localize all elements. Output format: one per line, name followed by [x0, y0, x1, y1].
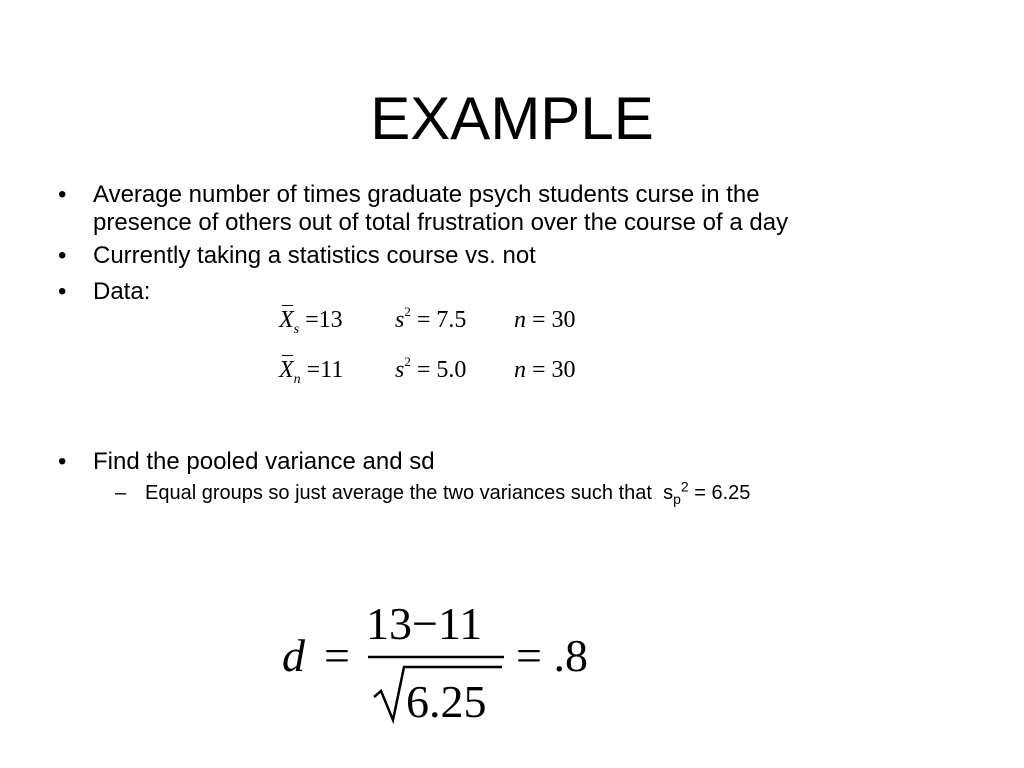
pooled-variance-symbol: s	[663, 482, 674, 504]
n-value: = 30	[532, 307, 576, 333]
formula-numerator: 13−11	[366, 598, 483, 649]
formula-result: = .8	[516, 630, 588, 681]
data-row-statistics	[279, 357, 344, 387]
mean-value: =13	[305, 307, 343, 333]
data-row-statistics	[279, 307, 343, 337]
bullet-marker: •	[58, 448, 67, 475]
bullet-marker: •	[58, 242, 67, 269]
mean-subscript: n	[293, 372, 301, 387]
bullet-text: Find the pooled variance and sd	[93, 448, 435, 475]
data-row-variance	[395, 304, 467, 334]
cohens-d-formula	[280, 595, 620, 730]
data-row-sample-size	[514, 307, 576, 334]
mean-symbol: X	[279, 307, 294, 333]
sub-bullet-text: Equal groups so just average the two variances such that	[145, 482, 652, 504]
pooled-variance-subscript: p	[673, 491, 681, 507]
mean-symbol: X	[279, 357, 294, 383]
variance-value: = 7.5	[416, 307, 467, 333]
bullet-text-line-1: Average number of times graduate psych students curse in the	[93, 181, 760, 208]
n-value: = 30	[532, 357, 576, 383]
n-symbol: n	[514, 357, 526, 383]
bullet-marker: •	[58, 278, 67, 305]
mean-subscript: s	[293, 322, 300, 337]
variance-symbol: s	[395, 357, 405, 383]
variance-exponent: 2	[404, 304, 411, 319]
formula-lhs: d	[282, 630, 305, 681]
mean-value: =11	[306, 357, 344, 383]
bullet-text-line-2: presence of others out of total frustration over the course of a day	[93, 209, 789, 236]
page-title: EXAMPLE	[370, 85, 654, 152]
bullet-text: Data:	[93, 278, 151, 305]
data-row-sample-size	[514, 357, 576, 384]
pooled-variance-value: = 6.25	[694, 482, 751, 504]
formula-equals: =	[324, 630, 350, 681]
sub-bullet-marker: –	[115, 482, 127, 504]
variance-symbol: s	[395, 307, 405, 333]
pooled-variance-superscript: 2	[680, 478, 689, 495]
bullet-text: Currently taking a statistics course vs. not	[93, 242, 536, 269]
variance-value: = 5.0	[416, 357, 467, 383]
bullet-marker: •	[58, 181, 67, 208]
n-symbol: n	[514, 307, 526, 333]
formula-denominator: 6.25	[406, 676, 487, 727]
variance-exponent: 2	[404, 354, 411, 369]
data-row-variance	[395, 354, 467, 384]
